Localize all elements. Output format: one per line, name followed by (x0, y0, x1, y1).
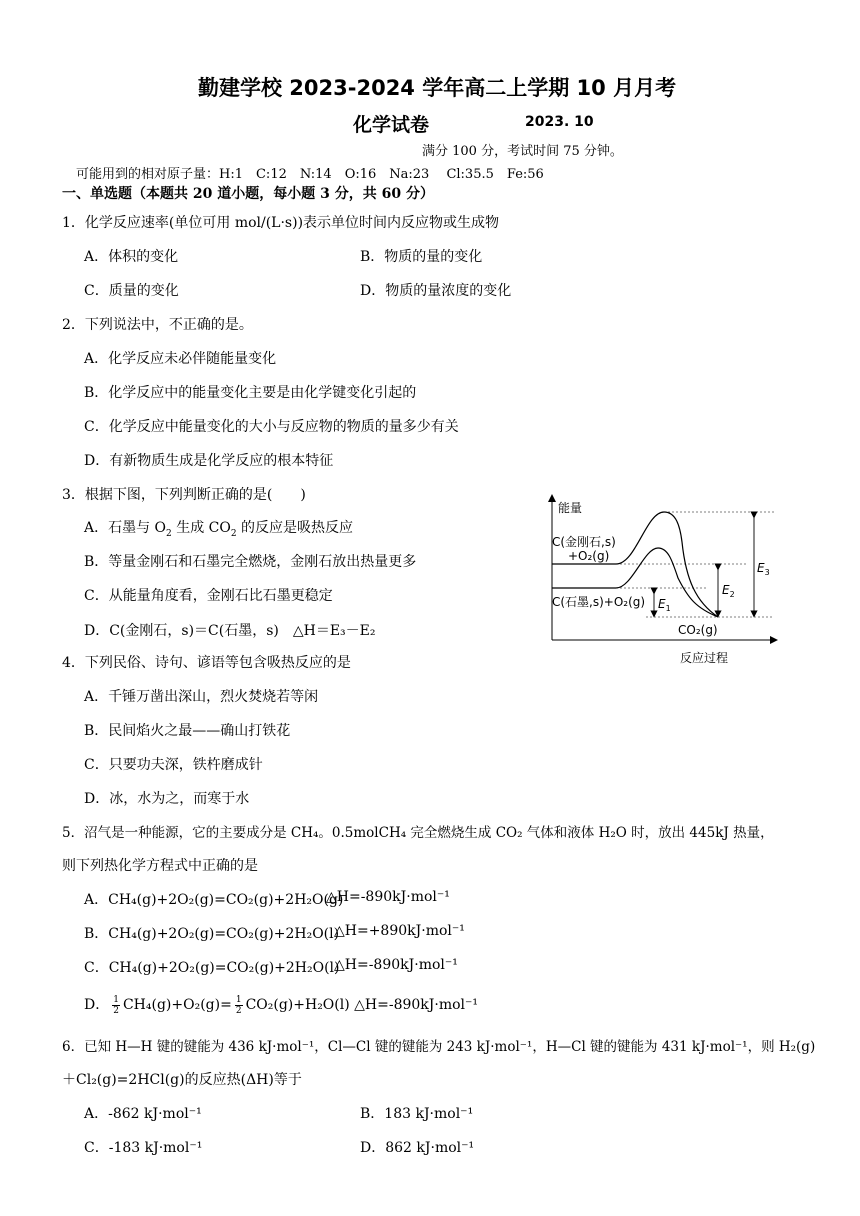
q4-option-c: C．只要功夫深，铁杵磨成针 (84, 757, 263, 773)
exam-date: 2023. 10 (525, 114, 594, 130)
q3-option-b: B．等量金刚石和石墨完全燃烧，金刚石放出热量更多 (84, 554, 417, 570)
subject-title: 化学试卷 (353, 114, 430, 136)
question-1-stem: 1．化学反应速率(单位可用 mol/(L·s))表示单位时间内反应物或生成物 (62, 215, 500, 231)
q1-option-b: B．物质的量的变化 (360, 249, 483, 265)
e1-label: $E_1$ (658, 597, 671, 613)
question-4-stem: 4．下列民俗、诗句、谚语等包含吸热反应的是 (62, 655, 351, 671)
q6-option-a: A．-862 kJ·mol⁻¹ (84, 1106, 202, 1122)
q2-option-d: D．有新物质生成是化学反应的根本特征 (84, 453, 334, 469)
q1-option-a: A．体积的变化 (84, 249, 179, 265)
question-6-stem-line2: ＋Cl₂(g)=2HCl(g)的反应热(ΔH)等于 (62, 1072, 302, 1088)
question-3-stem: 3．根据下图，下列判断正确的是( ) (62, 487, 306, 503)
e3-label: $E_3$ (757, 561, 770, 577)
x-axis-label: 反应过程 (680, 651, 729, 665)
half-fraction: $\frac{1}{2}$ (235, 994, 242, 1016)
exam-info: 满分 100 分，考试时间 75 分钟。 (422, 144, 623, 159)
q1-option-c: C．质量的变化 (84, 283, 179, 299)
question-5-stem-line2: 则下列热化学方程式中正确的是 (62, 858, 258, 874)
q5-option-d: D． $\frac{1}{2}$ CH₄(g)+O₂(g)= $\frac{1}{2}$ CO₂(g)+H₂O(l) △H=-890kJ·mol⁻¹ (84, 994, 479, 1016)
q5-option-c-dh: △H=-890kJ·mol⁻¹ (334, 957, 458, 973)
e2-label: $E_2$ (722, 583, 735, 599)
half-fraction: $\frac{1}{2}$ (113, 994, 119, 1016)
question-5-stem-line1: 5．沼气是一种能源，它的主要成分是 CH₄。0.5molCH₄ 完全燃烧生成 CO₂ 气体和液体 H₂O 时，放出 445kJ 热量， (62, 825, 774, 841)
q4-option-a: A．千锤万凿出深山，烈火焚烧若等闲 (84, 689, 319, 705)
q6-option-c: C．-183 kJ·mol⁻¹ (84, 1140, 203, 1156)
q5-option-b-dh: △H=+890kJ·mol⁻¹ (334, 923, 465, 939)
graphite-label: C(石墨,s)+O₂(g) (552, 595, 646, 609)
diamond-label: C(金刚石,s) (552, 535, 616, 549)
energy-diagram (546, 490, 786, 670)
q3-option-d: D．C(金刚石，s)＝C(石墨，s) △H＝E₃－E₂ (84, 623, 376, 639)
question-6-stem-line1: 6．已知 H—H 键的键能为 436 kJ·mol⁻¹，Cl—Cl 键的键能为 243 kJ·mol⁻¹，H—Cl 键的键能为 431 kJ·mol⁻¹，则 H₂(g) (62, 1039, 816, 1055)
q5-option-c: C．CH₄(g)+2O₂(g)=CO₂(g)+2H₂O(l) (84, 960, 340, 976)
product-label: CO₂(g) (678, 623, 718, 637)
section-heading: 一、单选题（本题共 20 道小题，每小题 3 分，共 60 分） (62, 186, 434, 202)
q2-option-c: C．化学反应中能量变化的大小与反应物的物质的量多少有关 (84, 419, 459, 435)
atomic-masses: 可能用到的相对原子量：H:1 C:12 N:14 O:16 Na:23 Cl:35.5 Fe:56 (76, 167, 544, 182)
exam-title: 勤建学校 2023-2024 学年高二上学期 10 月月考 (198, 76, 677, 100)
q2-option-a: A．化学反应未必伴随能量变化 (84, 351, 277, 367)
q5-option-a: A．CH₄(g)+2O₂(g)=CO₂(g)+2H₂O(g) (84, 892, 344, 908)
q6-option-d: D．862 kJ·mol⁻¹ (360, 1140, 475, 1156)
q2-option-b: B．化学反应中的能量变化主要是由化学键变化引起的 (84, 385, 417, 401)
q3-option-a: A．石墨与 $O_2$ 生成 $CO_2$ 的反应是吸热反应 (84, 520, 354, 539)
q6-option-b: B．183 kJ·mol⁻¹ (360, 1106, 474, 1122)
question-2-stem: 2．下列说法中，不正确的是。 (62, 317, 253, 333)
diamond-label-o2: +O₂(g) (568, 549, 610, 563)
q5-option-b: B．CH₄(g)+2O₂(g)=CO₂(g)+2H₂O(l) (84, 926, 340, 942)
q1-option-d: D．物质的量浓度的变化 (360, 283, 512, 299)
q5-option-a-dh: △H=-890kJ·mol⁻¹ (326, 889, 450, 905)
y-axis-label: 能量 (558, 501, 583, 515)
q4-option-b: B．民间焰火之最——确山打铁花 (84, 723, 291, 739)
q4-option-d: D．冰，水为之，而寒于水 (84, 791, 250, 807)
q3-option-c: C．从能量角度看，金刚石比石墨更稳定 (84, 588, 333, 604)
